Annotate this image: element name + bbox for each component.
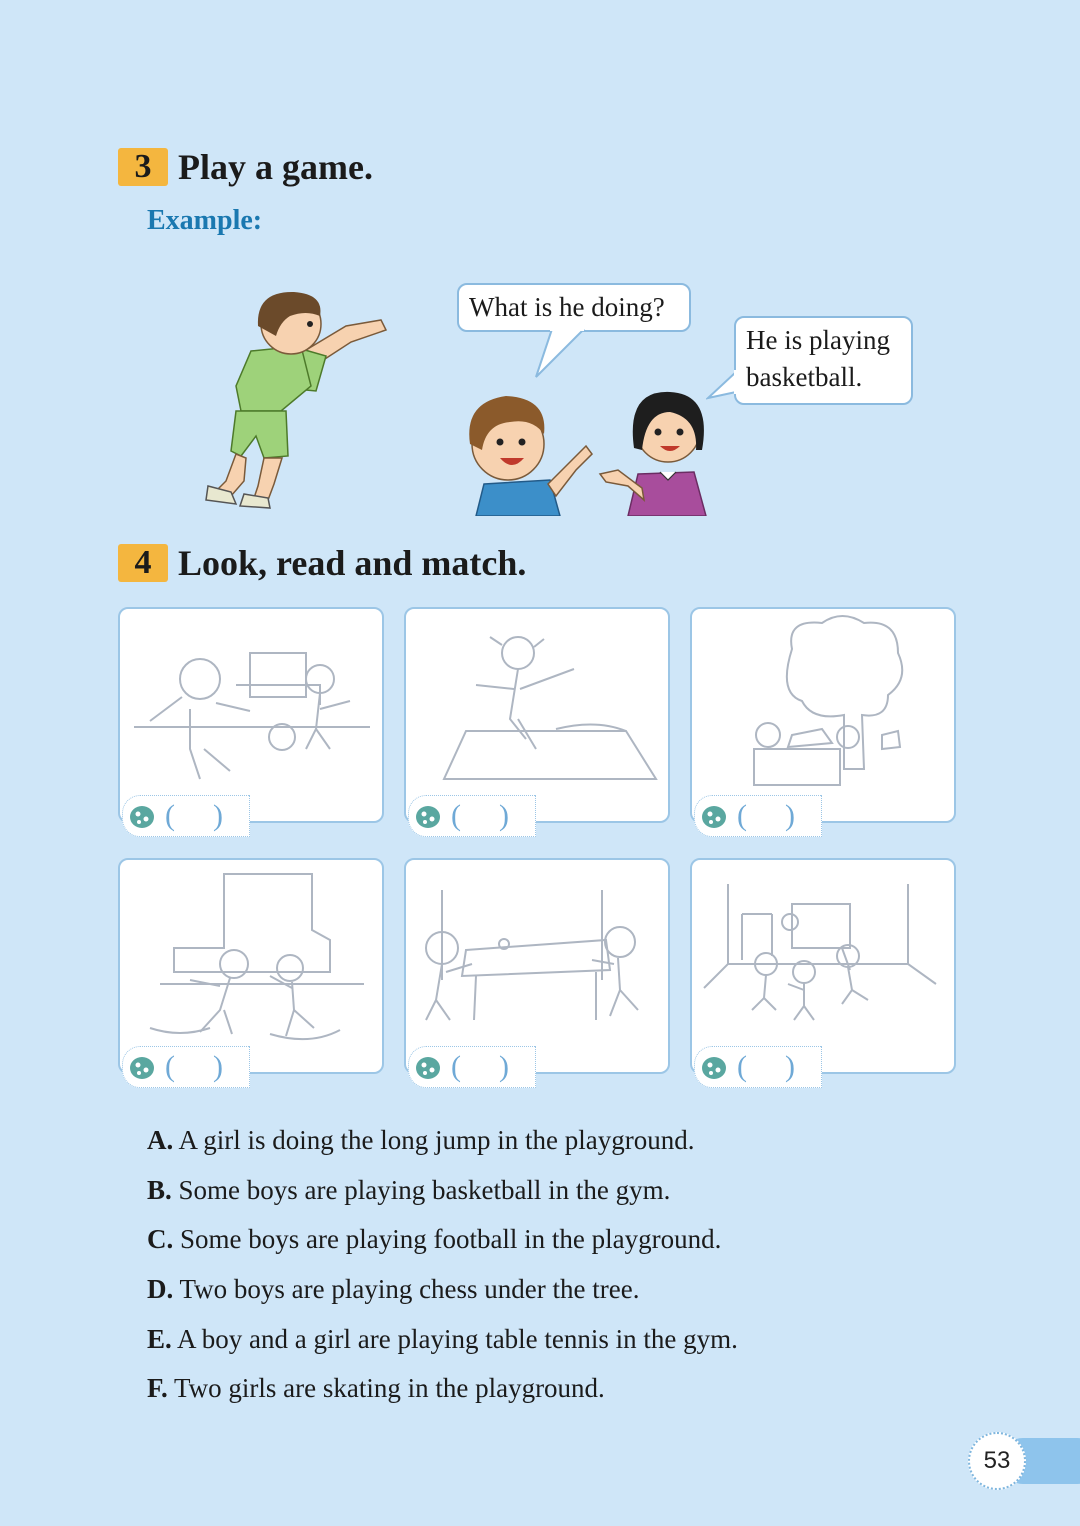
bubble-tail-question <box>534 329 594 381</box>
example-label: Example: <box>147 205 263 236</box>
answer-box[interactable] <box>408 795 536 837</box>
boy-talking-illustration <box>460 388 596 516</box>
ladybug-icon <box>413 1053 443 1081</box>
girl-talking-illustration <box>598 388 718 516</box>
answer-box[interactable] <box>122 795 250 837</box>
answer-parentheses: ( ) <box>737 1050 795 1083</box>
sentence-c: C. Some boys are playing football in the playground. <box>147 1224 722 1255</box>
answer-box[interactable] <box>122 1046 250 1088</box>
sentence-d: D. Two boys are playing chess under the tree. <box>147 1274 640 1305</box>
sentence-f: F. Two girls are skating in the playground. <box>147 1373 605 1404</box>
picture-card-football <box>118 607 384 832</box>
answer-parentheses: ( ) <box>165 799 223 832</box>
skating-sketch <box>120 860 386 1076</box>
section-4-heading <box>118 542 526 584</box>
speech-bubble-question: What is he doing? <box>457 283 691 332</box>
answer-box[interactable] <box>694 1046 822 1088</box>
boy-throwing-illustration <box>196 286 396 512</box>
answer-line-1: He is playing <box>746 325 890 355</box>
ladybug-icon <box>699 802 729 830</box>
ladybug-icon <box>127 802 157 830</box>
speech-bubble-answer <box>734 316 913 405</box>
football-sketch <box>120 609 386 825</box>
sentence-b: B. Some boys are playing basketball in the gym. <box>147 1174 671 1205</box>
picture-card-table-tennis <box>404 858 670 1083</box>
section-3-number: 3 <box>118 148 168 186</box>
ladybug-icon <box>699 1053 729 1081</box>
chess-sketch <box>692 609 958 825</box>
section-3-title: Play a game. <box>178 147 373 187</box>
section-3-heading <box>118 146 373 188</box>
answer-parentheses: ( ) <box>451 1050 509 1083</box>
match-sentences <box>147 1120 738 1418</box>
sentence-a: A. A girl is doing the long jump in the playground. <box>147 1125 695 1155</box>
picture-card-basketball-gym <box>690 858 956 1083</box>
picture-card-long-jump <box>404 607 670 832</box>
page-number: 53 <box>968 1432 1026 1490</box>
ladybug-icon <box>413 802 443 830</box>
picture-card-skating <box>118 858 384 1083</box>
section-4-title: Look, read and match. <box>178 543 527 583</box>
answer-parentheses: ( ) <box>451 799 509 832</box>
section-4-number: 4 <box>118 544 168 582</box>
picture-card-chess-under-tree <box>690 607 956 832</box>
answer-line-2: basketball. <box>746 362 863 392</box>
answer-parentheses: ( ) <box>737 799 795 832</box>
ladybug-icon <box>127 1053 157 1081</box>
answer-box[interactable] <box>408 1046 536 1088</box>
long-jump-sketch <box>406 609 672 825</box>
sentence-e: E. A boy and a girl are playing table tennis in the gym. <box>147 1323 738 1354</box>
table-tennis-sketch <box>406 860 672 1076</box>
answer-box[interactable] <box>694 795 822 837</box>
answer-parentheses: ( ) <box>165 1050 223 1083</box>
basketball-sketch <box>692 860 958 1076</box>
